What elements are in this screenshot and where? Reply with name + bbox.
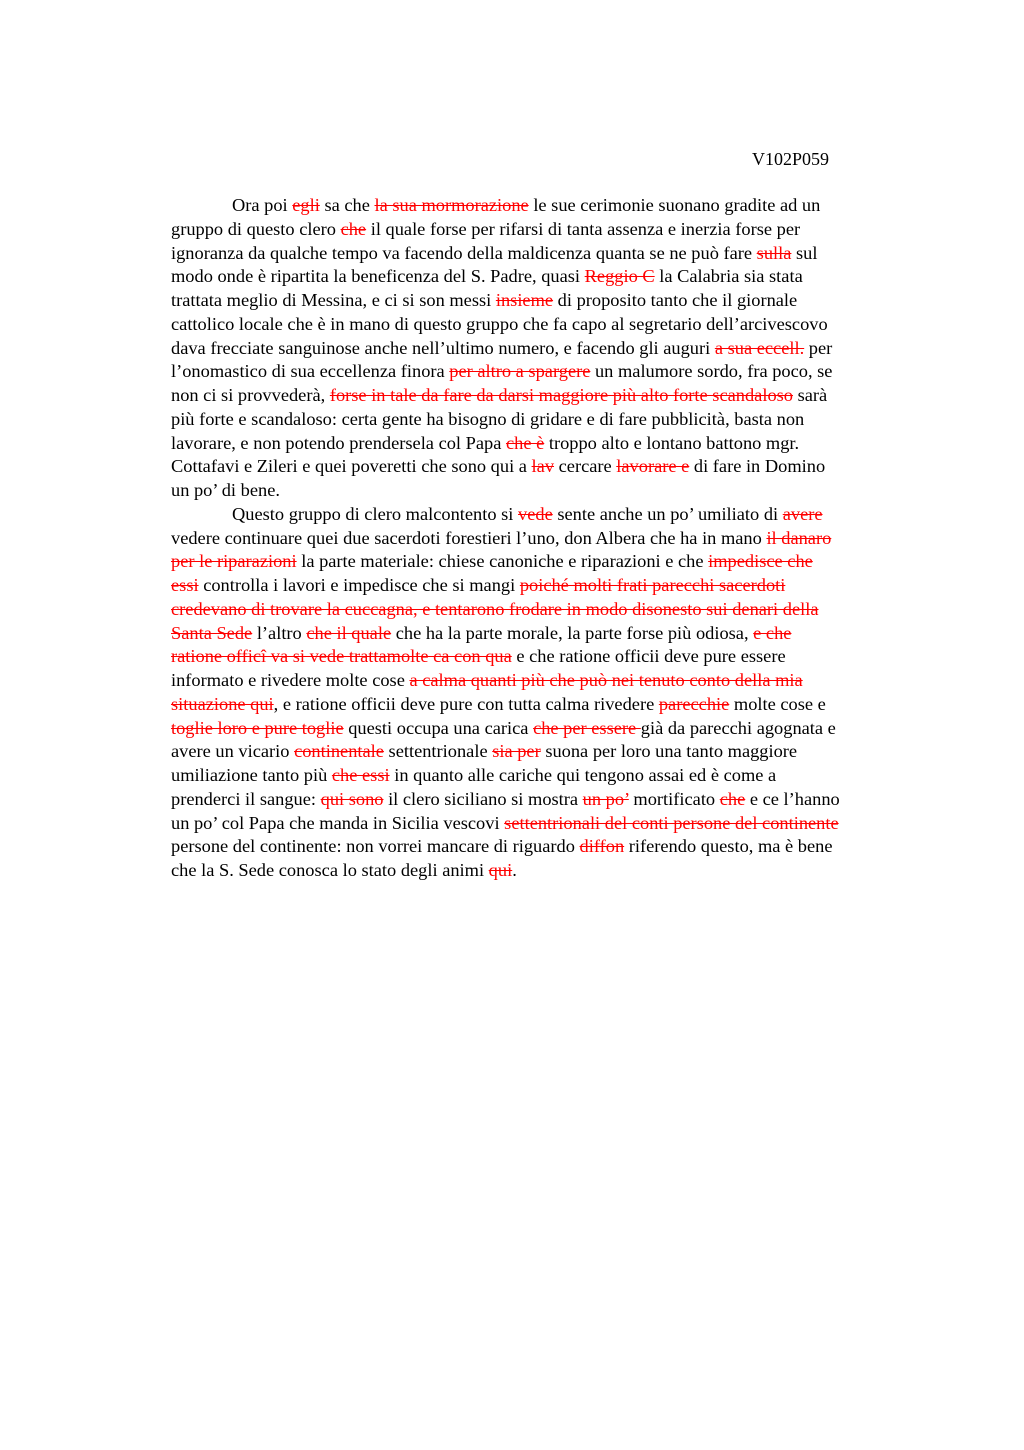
deleted-text: avere xyxy=(782,503,823,524)
deleted-text: che essi xyxy=(331,765,390,785)
text-segment: sarà xyxy=(793,385,828,405)
text-segment: dava frecciate sanguinose anche nell’ultimo numero, e facendo gli auguri xyxy=(171,337,715,358)
text-segment: le sue cerimonie suonano gradite ad un xyxy=(528,195,821,215)
deleted-text: forse in tale da fare da darsi maggiore più alto forte scandaloso xyxy=(329,385,793,405)
text-line xyxy=(171,408,926,432)
text-line xyxy=(171,812,926,836)
text-line xyxy=(171,550,926,574)
deleted-text: Reggio C xyxy=(584,266,655,287)
text-line xyxy=(171,218,926,242)
text-line xyxy=(171,788,926,812)
text-line xyxy=(171,384,926,408)
text-line xyxy=(171,194,926,218)
text-segment: lavorare, e non potendo prendersela col Papa xyxy=(171,432,506,453)
text-segment: per xyxy=(804,337,833,358)
text-segment: che ha la parte morale, la parte forse più odiosa, xyxy=(391,622,754,643)
text-segment: l’altro xyxy=(252,622,307,643)
deleted-text: insieme xyxy=(495,290,554,310)
text-segment: la parte materiale: chiese canoniche e riparazioni e che xyxy=(296,551,709,572)
deleted-text: per altro a spargere xyxy=(449,361,591,382)
letter-body xyxy=(171,194,926,883)
text-segment: cattolico locale che è in mano di questo gruppo che fa capo al segretario dell’arcivescovo xyxy=(171,313,828,334)
text-line xyxy=(171,717,926,741)
deleted-text: ratione officî va si vede trattamolte ca con qua xyxy=(171,646,512,667)
text-segment: Ora poi xyxy=(232,195,293,215)
text-segment: molte cose e xyxy=(729,693,826,714)
text-line xyxy=(171,432,926,456)
text-segment: troppo alto e lontano battono mgr. xyxy=(544,432,800,453)
deleted-text: sia per xyxy=(492,741,541,762)
text-line xyxy=(171,693,926,717)
text-segment: più forte e scandaloso: certa gente ha bisogno di gridare e di fare pubblicità, basta non xyxy=(171,408,805,429)
deleted-text: diffon xyxy=(579,836,625,857)
deleted-text: poiché molti frati parecchi sacerdoti xyxy=(519,575,786,595)
text-segment: sa che xyxy=(319,195,375,215)
text-segment: mortificato xyxy=(628,788,720,809)
deleted-text: la sua mormorazione xyxy=(374,195,529,215)
text-segment: in quanto alle cariche qui tengono assai ed è come a xyxy=(389,765,777,785)
text-line xyxy=(171,740,926,764)
text-segment: ignoranza da qualche tempo va facendo della maldicenza quanta se ne può fare xyxy=(171,242,757,263)
text-segment: Cottafavi e Zileri e quei poveretti che sono qui a xyxy=(171,456,532,477)
deleted-text: egli xyxy=(292,195,320,215)
text-segment: avere un vicario xyxy=(171,741,295,762)
text-segment: già da parecchi agognata e xyxy=(640,717,836,738)
deleted-text: per le riparazioni xyxy=(171,551,297,572)
text-line xyxy=(171,622,926,646)
text-segment: di proposito tanto che il giornale xyxy=(553,290,798,310)
deleted-text: situazione qui xyxy=(171,693,274,714)
deleted-text: a sua eccell. xyxy=(714,337,805,358)
deleted-text: qui sono xyxy=(320,788,384,809)
text-segment: persone del continente: non vorrei mancare di riguardo xyxy=(171,836,580,857)
deleted-text: che è xyxy=(505,432,545,453)
text-line xyxy=(171,859,926,883)
text-line xyxy=(171,479,926,503)
deleted-text: che per essere xyxy=(533,717,641,738)
text-line xyxy=(171,527,926,551)
text-segment: riferendo questo, ma è bene xyxy=(624,836,833,857)
text-segment: Questo gruppo di clero malcontento si xyxy=(232,503,519,524)
text-line xyxy=(171,313,926,337)
deleted-text: lav xyxy=(531,456,555,477)
text-segment: e ce l’hanno xyxy=(745,788,840,809)
deleted-text: impedisce che xyxy=(708,551,813,572)
text-line xyxy=(171,289,926,313)
text-segment: sul xyxy=(791,242,818,263)
text-line xyxy=(171,645,926,669)
text-segment: il clero siciliano si mostra xyxy=(383,788,583,809)
text-line xyxy=(171,835,926,859)
deleted-text: che il quale xyxy=(306,622,392,643)
text-line xyxy=(171,503,926,527)
deleted-text: settentrionali del conti persone del continente xyxy=(504,812,839,833)
text-segment: un malumore sordo, fra poco, se xyxy=(590,361,833,382)
text-line xyxy=(171,455,926,479)
text-segment: un po’ di bene. xyxy=(171,480,280,500)
deleted-text: qui xyxy=(488,860,513,880)
text-line xyxy=(171,265,926,289)
text-segment: un po’ col Papa che manda in Sicilia vescovi xyxy=(171,812,505,833)
text-line xyxy=(171,360,926,384)
deleted-text: vede xyxy=(518,503,553,524)
deleted-text: essi xyxy=(171,575,199,595)
deleted-text: un po’ xyxy=(582,788,629,809)
text-segment: cercare xyxy=(554,456,617,477)
text-segment: controlla i lavori e impedisce che si mangi xyxy=(198,575,520,595)
deleted-text: toglie loro e pure toglie xyxy=(171,717,344,738)
text-segment: l’onomastico di sua eccellenza finora xyxy=(171,361,450,382)
text-line xyxy=(171,598,926,622)
text-line xyxy=(171,574,926,598)
text-segment: . xyxy=(512,860,517,880)
deleted-text: Santa Sede xyxy=(171,622,253,643)
text-segment: suona per loro una tanto maggiore xyxy=(540,741,798,762)
deleted-text: parecchie xyxy=(658,693,730,714)
deleted-text: a calma quanti più che può nei tenuto conto della mia xyxy=(409,670,803,690)
text-segment: il quale forse per rifarsi di tanta assenza e inerzia forse per xyxy=(366,218,801,239)
page-identifier: V102P059 xyxy=(752,149,830,169)
text-line xyxy=(171,669,926,693)
text-segment: sente anche un po’ umiliato di xyxy=(552,503,783,524)
deleted-text: il danaro xyxy=(766,527,832,548)
text-segment: vedere continuare quei due sacerdoti forestieri l’uno, don Albera che ha in mano xyxy=(171,527,767,548)
text-segment: e che ratione officii deve pure essere xyxy=(511,646,786,667)
text-segment: che la S. Sede conosca lo stato degli animi xyxy=(171,860,489,880)
text-segment: di fare in Domino xyxy=(689,456,826,477)
text-segment: informato e rivedere molte cose xyxy=(171,670,410,690)
text-line xyxy=(171,337,926,361)
text-segment: non ci si provvederà, xyxy=(171,385,330,405)
text-segment: questi occupa una carica xyxy=(343,717,534,738)
text-line xyxy=(171,242,926,266)
deleted-text: continentale xyxy=(294,741,384,762)
deleted-text: credevano di trovare la cuccagna, e tentarono frodare in modo disonesto sui denari della xyxy=(171,598,819,619)
text-segment: la Calabria sia stata xyxy=(654,266,803,287)
text-segment: settentrionale xyxy=(383,741,493,762)
text-segment: gruppo di questo clero xyxy=(171,218,341,239)
text-segment: umiliazione tanto più xyxy=(171,765,332,785)
text-line xyxy=(171,764,926,788)
text-segment: , e ratione officii deve pure con tutta calma rivedere xyxy=(273,693,659,714)
text-segment: prenderci il sangue: xyxy=(171,788,321,809)
deleted-text: lavorare e xyxy=(616,456,690,477)
deleted-text: che xyxy=(340,218,367,239)
deleted-text: sulla xyxy=(756,242,792,263)
text-segment: trattata meglio di Messina, e ci si son messi xyxy=(171,290,496,310)
deleted-text: che xyxy=(719,788,746,809)
deleted-text: e che xyxy=(753,622,792,643)
text-segment: modo onde è ripartita la beneficenza del S. Padre, quasi xyxy=(171,266,585,287)
